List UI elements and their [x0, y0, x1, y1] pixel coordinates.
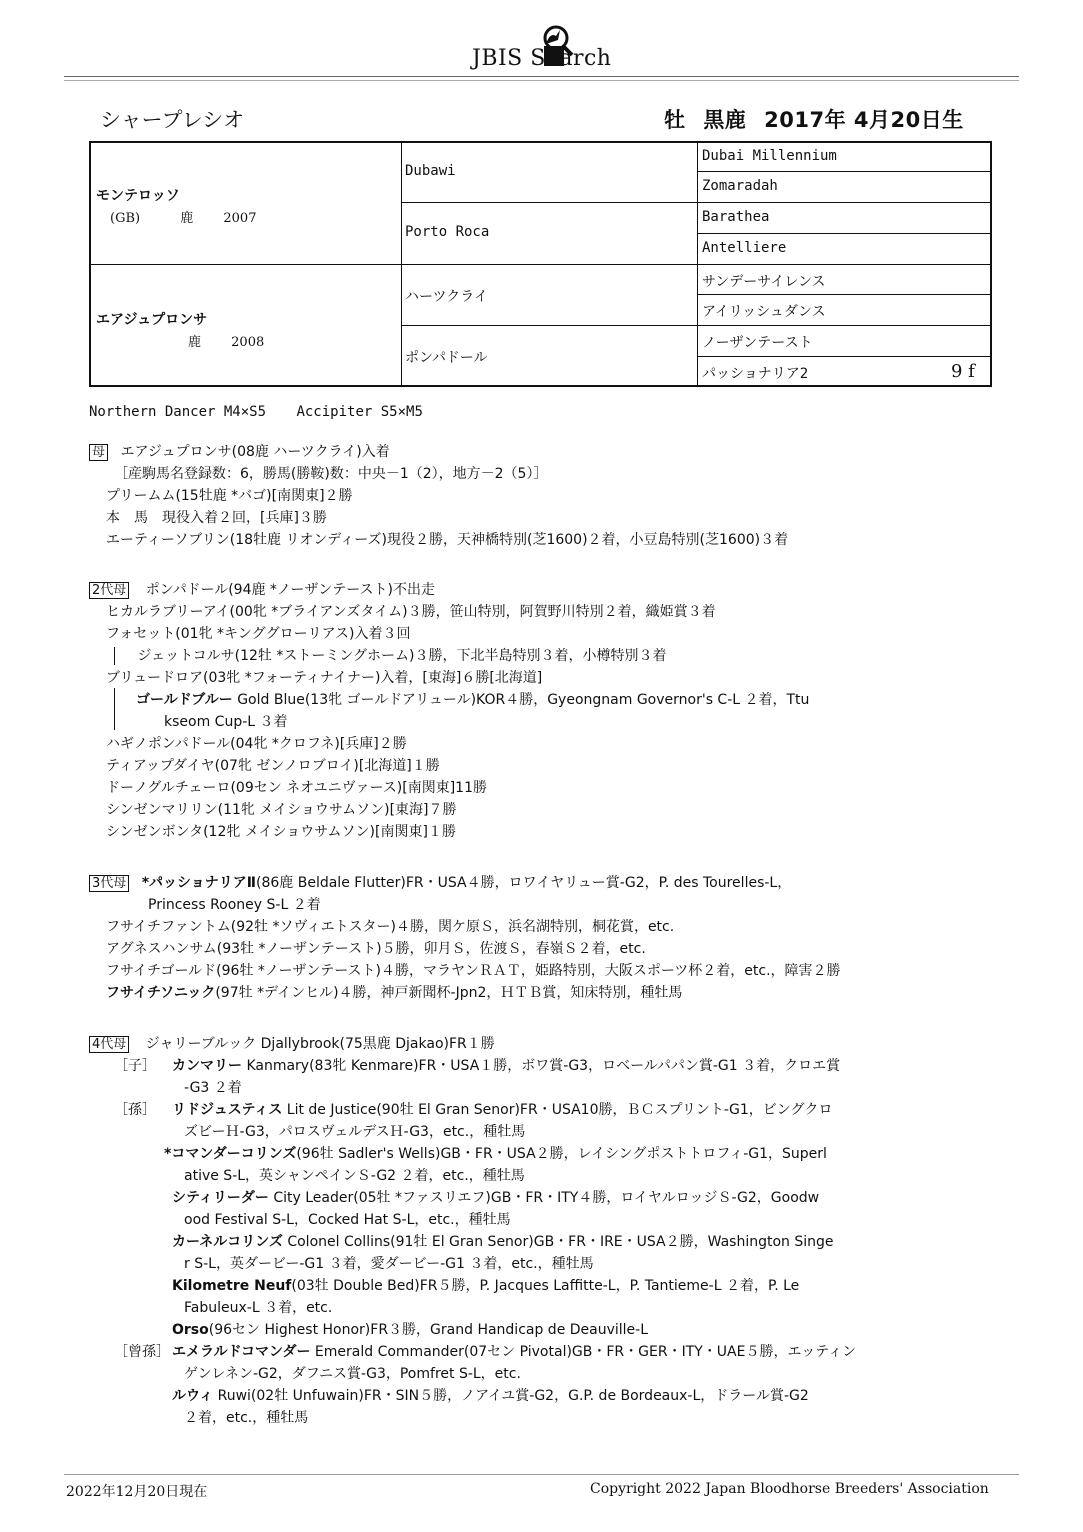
gen3-6[interactable]: アイリッシュダンス: [702, 304, 826, 320]
gen4-grand-3-cont: ood Festival S-L，Cocked Hat S-L，etc.，種牡馬: [184, 1212, 511, 1228]
gen2-produce-4: ブリュードロア(03牝 *フォーティナイナー)入着，[東海]６勝[北海道]: [106, 670, 543, 686]
family-number: 9 f: [951, 361, 975, 382]
gen4-child-1-cont: -G3 ２着: [184, 1080, 242, 1096]
dam-sire[interactable]: ハーツクライ: [405, 289, 488, 305]
inbreeding-2: Accipiter S5×M5: [296, 404, 423, 420]
dam-line: エアジュプロンサ(08鹿 ハーツクライ)入着: [120, 444, 390, 460]
gen4-grand-5-cont: Fabuleux-L ３着，etc.: [184, 1300, 333, 1316]
gen3-7[interactable]: ノーザンテースト: [702, 335, 813, 351]
gen3-5[interactable]: サンデーサイレンス: [702, 274, 826, 290]
gen3-produce-1: フサイチファントム(92牡 *ソヴィエトスター)４勝，関ケ原Ｓ，浜名湖特別，桐花賞，etc.: [106, 919, 675, 935]
gen3-1[interactable]: Dubai Millennium: [702, 148, 837, 164]
dam-year: 2008: [231, 335, 265, 350]
header-rule-2: [64, 80, 1019, 81]
tree-line: [114, 688, 115, 730]
logo-text: JBIS Search: [472, 46, 612, 71]
gen4-great-2-cont: ２着，etc.，種牡馬: [184, 1410, 309, 1426]
dam-name[interactable]: エアジュプロンサ: [96, 312, 208, 328]
gen4-grand-4: カーネルコリンズ Colonel Collins(91牡 El Gran Senor)GB・FR・IRE・USA２勝，Washington Singe: [172, 1234, 834, 1250]
sire-dam[interactable]: Porto Roca: [405, 224, 490, 240]
gen3-produce-3: フサイチゴールド(96牡 *ノーザンテースト)４勝，マラヤンＲＡＴ，姫路特別，大阪スポーツ杯２着，etc.，障害２勝: [106, 963, 841, 979]
inbreeding-1: Northern Dancer M4×S5: [89, 404, 267, 420]
horse-sex: 牡: [664, 108, 686, 132]
gen3-produce-2: アグネスハンサム(93牡 *ノーザンテースト)５勝，卯月Ｓ，佐渡Ｓ，春嶺Ｓ２着，etc.: [106, 941, 646, 957]
gen4-grand-2-cont: ative S-L，英シャンペインＳ-G2 ２着，etc.，種牡馬: [184, 1168, 525, 1184]
inbreeding-line: [89, 404, 445, 420]
gen2-produce-2: フォセット(01牝 *キンググローリアス)入着３回: [106, 626, 411, 642]
gen2-dam-line: ポンパドール(94鹿 *ノーザンテースト)不出走: [145, 582, 435, 598]
sire-year: 2007: [223, 211, 257, 226]
gen3-dam-cont: Princess Rooney S-L ２着: [148, 897, 321, 913]
horse-birth: 2017年 4月20日生: [764, 108, 964, 132]
gen3-produce-4: フサイチソニック(97牡 *デインヒル)４勝，神戸新聞杯-Jpn2，ＨＴＢ賞，知床特別，種牡馬: [106, 985, 683, 1001]
gen4-child-1: カンマリー Kanmary(83牝 Kenmare)FR・USA１勝，ボワ賞-G3，ロベールパパン賞-G1 ３着，クロエ賞: [172, 1058, 841, 1074]
dam-dam[interactable]: ポンパドール: [405, 350, 488, 366]
gen4-grand-6: Orso(96セン Highest Honor)FR３勝，Grand Handicap de Deauville-L: [172, 1322, 649, 1338]
pedigree-table: [89, 141, 992, 387]
horse-profile: [664, 104, 964, 134]
gen3-label: 3代母: [89, 875, 129, 892]
gen3-3[interactable]: Barathea: [702, 209, 770, 225]
sire-origin: (GB): [110, 211, 141, 226]
gen2-produce-8: ドーノグルチェーロ(09セン ネオユニヴァース)[南関東]11勝: [106, 780, 487, 796]
horse-name: シャープレシオ: [100, 108, 245, 132]
gen2-label: 2代母: [89, 582, 129, 599]
gen2-produce-5: ゴールドブルー Gold Blue(13牝 ゴールドアリュール)KOR４勝，Gyeongnam Governor's C-L ２着，Ttu: [136, 692, 810, 708]
tag-grandchild: ［孫］: [114, 1102, 156, 1118]
sire-sire[interactable]: Dubawi: [405, 163, 456, 179]
gen4-grand-4-cont: r S-L，英ダービー-G1 ３着，愛ダービー-G1 ３着，etc.，種牡馬: [184, 1256, 594, 1272]
dam-produce-2: 本 馬 現役入着２回，[兵庫]３勝: [106, 510, 327, 526]
gen2-section-heading: [89, 579, 435, 599]
gen4-section-heading: 4代母 ジャリーブルック Djallybrook(75黒鹿 Djakao)FR１勝: [89, 1033, 495, 1053]
gen2-produce-10: シンゼンボンタ(12牝 メイショウサムソン)[南関東]１勝: [106, 824, 456, 840]
footer-rule: [64, 1474, 1019, 1475]
dam-label: 母: [89, 444, 108, 461]
footer-copyright: Copyright 2022 Japan Bloodhorse Breeders' Association: [590, 1481, 989, 1497]
footer-date: 2022年12月20日現在: [66, 1484, 208, 1500]
gen2-produce-5-cont: kseom Cup-L ３着: [164, 714, 288, 730]
gen4-grand-1: リドジュスティス Lit de Justice(90牡 El Gran Senor)FR・USA10勝，ＢＣスプリント-G1，ビングクロ: [172, 1102, 833, 1118]
tag-child: ［子］: [114, 1058, 156, 1074]
sire-cell: [96, 185, 256, 226]
sire-color: 鹿: [180, 211, 194, 226]
gen4-great-2: ルウィ Ruwi(02牡 Unfuwain)FR・SIN５勝，ノアイユ賞-G2，G.P. de Bordeaux-L，ドラール賞-G2: [172, 1388, 809, 1404]
gen3-4[interactable]: Antelliere: [702, 240, 787, 256]
dam-produce-summary: ［産駒馬名登録数：6，勝馬(勝鞍)数：中央－1（2），地方－2（5）］: [114, 466, 548, 482]
gen4-grand-2: *コマンダーコリンズ(96牡 Sadler's Wells)GB・FR・USA２勝，レイシングポストトロフィ-G1，Superl: [164, 1146, 827, 1162]
gen4-label: 4代母: [89, 1036, 129, 1053]
gen2-produce-6: ハギノポンパドール(04牝 *クロフネ)[兵庫]２勝: [106, 736, 407, 752]
gen4-grand-3: シティリーダー City Leader(05牡 *ファスリエフ)GB・FR・ITY４勝，ロイヤルロッジＳ-G2，Goodw: [172, 1190, 820, 1206]
sire-name[interactable]: モンテロッソ: [96, 188, 180, 204]
gen2-produce-7: ティアップダイヤ(07牝 ゼンノロブロイ)[北海道]１勝: [106, 758, 440, 774]
gen2-produce-1: ヒカルラブリーアイ(00牝 *ブライアンズタイム)３勝，笹山特別，阿賀野川特別２着，織姫賞３着: [106, 604, 716, 620]
gen4-great-1-cont: ゲンレネン-G2，ダフニス賞-G3，Pomfret S-L，etc.: [184, 1366, 521, 1382]
gen3-section-heading: 3代母 *パッショナリアⅡ(86鹿 Beldale Flutter)FR・USA４勝，ロワイヤリュー賞-G2，P. des Tourelles-L，: [89, 872, 791, 892]
header-rule: [64, 76, 1019, 77]
dam-cell: [96, 309, 264, 350]
gen2-produce-9: シンゼンマリリン(11牝 メイショウサムソン)[東海]７勝: [106, 802, 457, 818]
dam-produce-3: エーティーソブリン(18牡鹿 リオンディーズ)現役２勝，天神橋特別(芝1600)２着，小豆島特別(芝1600)３着: [106, 532, 789, 548]
gen4-grand-5: Kilometre Neuf(03牡 Double Bed)FR５勝，P. Jacques Laffitte-L，P. Tantieme-L ２着，P. Le: [172, 1278, 800, 1294]
horse-color: 黒鹿: [703, 108, 747, 132]
gen2-produce-3: ジェットコルサ(12牡 *ストーミングホーム)３勝，下北半島特別３着，小樽特別３着: [114, 645, 667, 665]
dam-produce-1: プリームム(15牡鹿 *バゴ)[南関東]２勝: [106, 488, 353, 504]
jbis-logo[interactable]: [470, 20, 640, 76]
gen4-grand-1-cont: ズビーＨ-G3，パロスヴェルデスＨ-G3，etc.，種牡馬: [184, 1124, 526, 1140]
tag-great-grandchild: ［曾孫］: [114, 1344, 170, 1360]
dam-section-heading: [89, 441, 390, 461]
gen3-2[interactable]: Zomaradah: [702, 178, 778, 194]
gen4-great-1: エメラルドコマンダー Emerald Commander(07セン Pivotal)GB・FR・GER・ITY・UAE５勝，エッティン: [172, 1344, 857, 1360]
dam-color: 鹿: [188, 335, 202, 350]
gen3-8[interactable]: パッショナリア2: [702, 366, 809, 382]
